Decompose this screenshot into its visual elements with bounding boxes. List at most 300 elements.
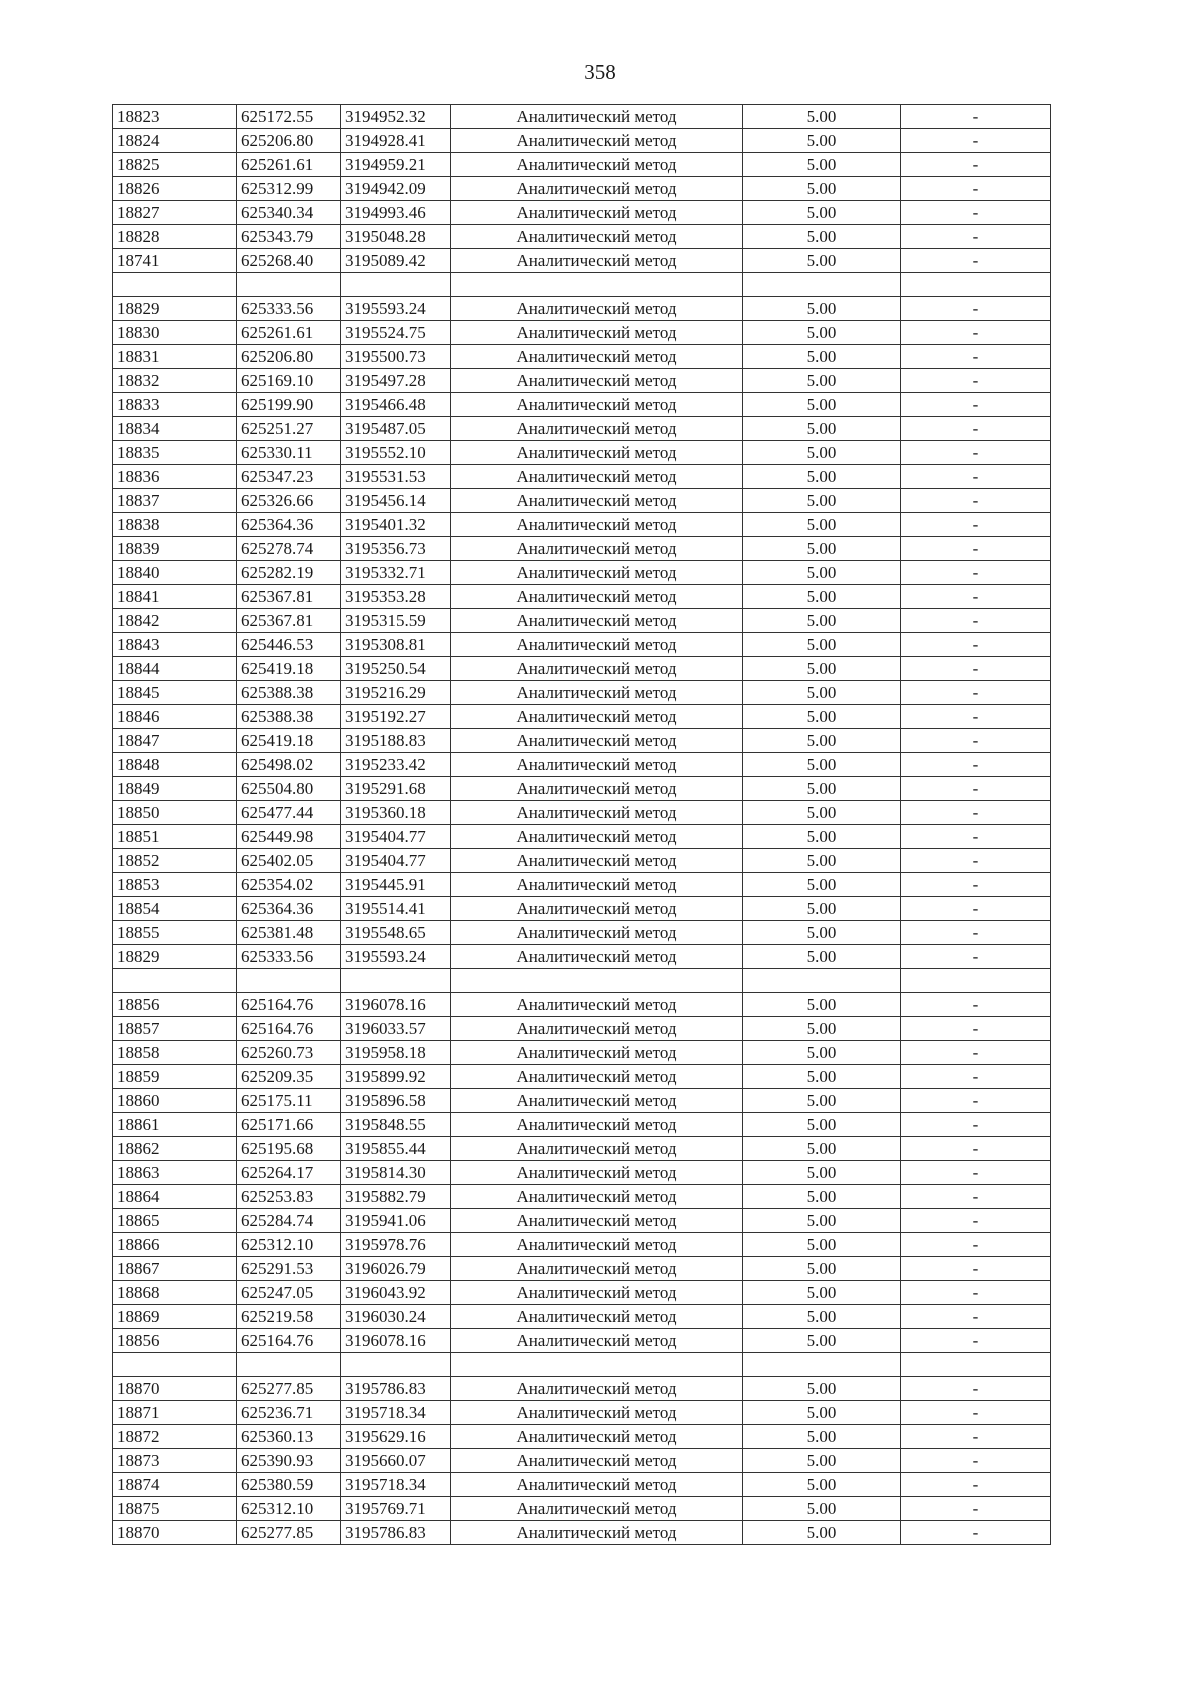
note-cell: - [901,609,1051,633]
x-coordinate-cell: 625340.34 [237,201,341,225]
y-coordinate-cell: 3195548.65 [341,921,451,945]
point-id-cell: 18832 [113,369,237,393]
method-cell: Аналитический метод [451,393,743,417]
note-cell: - [901,153,1051,177]
method-cell: Аналитический метод [451,489,743,513]
method-cell: Аналитический метод [451,1449,743,1473]
point-id-cell: 18867 [113,1257,237,1281]
error-cell: 5.00 [743,177,901,201]
method-cell: Аналитический метод [451,417,743,441]
table-row [113,1257,1051,1281]
error-cell: 5.00 [743,201,901,225]
point-id-cell: 18846 [113,705,237,729]
point-id-cell: 18854 [113,897,237,921]
note-cell: - [901,1113,1051,1137]
y-coordinate-cell: 3195048.28 [341,225,451,249]
table-row [113,1233,1051,1257]
table-row [113,657,1051,681]
error-cell: 5.00 [743,1185,901,1209]
method-cell: Аналитический метод [451,633,743,657]
y-coordinate-cell: 3195233.42 [341,753,451,777]
error-cell: 5.00 [743,753,901,777]
method-cell: Аналитический метод [451,249,743,273]
error-cell: 5.00 [743,1113,901,1137]
y-coordinate-cell: 3195456.14 [341,489,451,513]
x-coordinate-cell: 625206.80 [237,129,341,153]
method-cell: Аналитический метод [451,129,743,153]
method-cell: Аналитический метод [451,657,743,681]
point-id-cell [113,1353,237,1377]
method-cell: Аналитический метод [451,1473,743,1497]
error-cell: 5.00 [743,1425,901,1449]
x-coordinate-cell: 625388.38 [237,705,341,729]
error-cell: 5.00 [743,561,901,585]
y-coordinate-cell: 3194959.21 [341,153,451,177]
table-row [113,441,1051,465]
x-coordinate-cell: 625260.73 [237,1041,341,1065]
error-cell: 5.00 [743,1017,901,1041]
method-cell: Аналитический метод [451,945,743,969]
y-coordinate-cell: 3195332.71 [341,561,451,585]
error-cell: 5.00 [743,921,901,945]
point-id-cell: 18873 [113,1449,237,1473]
note-cell: - [901,1401,1051,1425]
method-cell: Аналитический метод [451,465,743,489]
error-cell: 5.00 [743,513,901,537]
x-coordinate-cell: 625419.18 [237,657,341,681]
y-coordinate-cell: 3196030.24 [341,1305,451,1329]
table-row [113,561,1051,585]
error-cell: 5.00 [743,681,901,705]
point-id-cell [113,273,237,297]
note-cell: - [901,321,1051,345]
note-cell: - [901,945,1051,969]
y-coordinate-cell: 3195188.83 [341,729,451,753]
note-cell: - [901,489,1051,513]
error-cell: 5.00 [743,993,901,1017]
table-row [113,585,1051,609]
error-cell: 5.00 [743,1521,901,1545]
y-coordinate-cell: 3195593.24 [341,297,451,321]
note-cell: - [901,297,1051,321]
x-coordinate-cell: 625367.81 [237,585,341,609]
error-cell: 5.00 [743,705,901,729]
method-cell: Аналитический метод [451,369,743,393]
note-cell: - [901,657,1051,681]
point-id-cell: 18831 [113,345,237,369]
note-cell: - [901,225,1051,249]
table-row [113,1521,1051,1545]
point-id-cell: 18829 [113,297,237,321]
x-coordinate-cell: 625291.53 [237,1257,341,1281]
y-coordinate-cell: 3195524.75 [341,321,451,345]
note-cell: - [901,1185,1051,1209]
error-cell: 5.00 [743,1329,901,1353]
x-coordinate-cell: 625381.48 [237,921,341,945]
method-cell [451,1353,743,1377]
x-coordinate-cell: 625333.56 [237,945,341,969]
point-id-cell: 18833 [113,393,237,417]
error-cell: 5.00 [743,465,901,489]
point-id-cell: 18853 [113,873,237,897]
error-cell: 5.00 [743,105,901,129]
y-coordinate-cell: 3195315.59 [341,609,451,633]
method-cell: Аналитический метод [451,825,743,849]
x-coordinate-cell [237,1353,341,1377]
error-cell: 5.00 [743,1305,901,1329]
error-cell: 5.00 [743,225,901,249]
point-id-cell: 18830 [113,321,237,345]
method-cell: Аналитический метод [451,105,743,129]
method-cell: Аналитический метод [451,1305,743,1329]
y-coordinate-cell [341,969,451,993]
table-row [113,1065,1051,1089]
point-id-cell: 18835 [113,441,237,465]
y-coordinate-cell: 3195718.34 [341,1473,451,1497]
point-id-cell: 18875 [113,1497,237,1521]
x-coordinate-cell: 625284.74 [237,1209,341,1233]
note-cell: - [901,753,1051,777]
x-coordinate-cell: 625199.90 [237,393,341,417]
point-id-cell: 18837 [113,489,237,513]
note-cell: - [901,1161,1051,1185]
x-coordinate-cell: 625268.40 [237,249,341,273]
table-row [113,273,1051,297]
table-row [113,393,1051,417]
y-coordinate-cell: 3196078.16 [341,1329,451,1353]
note-cell: - [901,1305,1051,1329]
error-cell: 5.00 [743,1473,901,1497]
method-cell: Аналитический метод [451,1113,743,1137]
note-cell: - [901,1473,1051,1497]
point-id-cell: 18842 [113,609,237,633]
note-cell: - [901,897,1051,921]
note-cell: - [901,129,1051,153]
table-row [113,921,1051,945]
x-coordinate-cell [237,969,341,993]
note-cell: - [901,561,1051,585]
method-cell: Аналитический метод [451,1041,743,1065]
error-cell: 5.00 [743,441,901,465]
x-coordinate-cell: 625277.85 [237,1377,341,1401]
method-cell: Аналитический метод [451,345,743,369]
x-coordinate-cell: 625195.68 [237,1137,341,1161]
coordinates-table [112,104,1051,1545]
y-coordinate-cell: 3195896.58 [341,1089,451,1113]
x-coordinate-cell: 625498.02 [237,753,341,777]
x-coordinate-cell: 625477.44 [237,801,341,825]
x-coordinate-cell: 625446.53 [237,633,341,657]
table-row [113,321,1051,345]
method-cell: Аналитический метод [451,225,743,249]
table-row [113,129,1051,153]
x-coordinate-cell: 625236.71 [237,1401,341,1425]
y-coordinate-cell: 3195089.42 [341,249,451,273]
method-cell: Аналитический метод [451,921,743,945]
error-cell: 5.00 [743,321,901,345]
method-cell: Аналитический метод [451,441,743,465]
table-row [113,153,1051,177]
point-id-cell: 18864 [113,1185,237,1209]
table-row [113,225,1051,249]
y-coordinate-cell: 3195718.34 [341,1401,451,1425]
error-cell: 5.00 [743,1065,901,1089]
table-row [113,345,1051,369]
table-row [113,1161,1051,1185]
point-id-cell: 18834 [113,417,237,441]
y-coordinate-cell: 3195360.18 [341,801,451,825]
error-cell: 5.00 [743,417,901,441]
note-cell: - [901,1065,1051,1089]
note-cell: - [901,777,1051,801]
x-coordinate-cell: 625251.27 [237,417,341,441]
x-coordinate-cell: 625261.61 [237,153,341,177]
method-cell: Аналитический метод [451,1425,743,1449]
error-cell: 5.00 [743,1257,901,1281]
table-row [113,417,1051,441]
point-id-cell: 18852 [113,849,237,873]
method-cell: Аналитический метод [451,681,743,705]
x-coordinate-cell: 625449.98 [237,825,341,849]
point-id-cell: 18869 [113,1305,237,1329]
table-row [113,201,1051,225]
method-cell [451,969,743,993]
point-id-cell: 18856 [113,1329,237,1353]
error-cell: 5.00 [743,297,901,321]
x-coordinate-cell: 625261.61 [237,321,341,345]
point-id-cell: 18874 [113,1473,237,1497]
note-cell: - [901,1209,1051,1233]
y-coordinate-cell: 3195216.29 [341,681,451,705]
error-cell: 5.00 [743,393,901,417]
table-row [113,993,1051,1017]
point-id-cell: 18871 [113,1401,237,1425]
note-cell: - [901,537,1051,561]
x-coordinate-cell: 625247.05 [237,1281,341,1305]
y-coordinate-cell: 3196033.57 [341,1017,451,1041]
note-cell: - [901,921,1051,945]
y-coordinate-cell: 3195978.76 [341,1233,451,1257]
y-coordinate-cell: 3195404.77 [341,825,451,849]
point-id-cell: 18848 [113,753,237,777]
note-cell: - [901,993,1051,1017]
x-coordinate-cell: 625175.11 [237,1089,341,1113]
method-cell: Аналитический метод [451,201,743,225]
y-coordinate-cell: 3195401.32 [341,513,451,537]
error-cell: 5.00 [743,657,901,681]
table-row [113,873,1051,897]
error-cell: 5.00 [743,537,901,561]
table-row [113,1401,1051,1425]
x-coordinate-cell: 625504.80 [237,777,341,801]
y-coordinate-cell: 3195593.24 [341,945,451,969]
point-id-cell: 18860 [113,1089,237,1113]
x-coordinate-cell [237,273,341,297]
point-id-cell: 18859 [113,1065,237,1089]
table-row [113,1473,1051,1497]
y-coordinate-cell: 3194942.09 [341,177,451,201]
error-cell: 5.00 [743,1233,901,1257]
y-coordinate-cell: 3195291.68 [341,777,451,801]
method-cell: Аналитический метод [451,561,743,585]
point-id-cell: 18839 [113,537,237,561]
x-coordinate-cell: 625278.74 [237,537,341,561]
table-row [113,849,1051,873]
x-coordinate-cell: 625164.76 [237,1017,341,1041]
method-cell: Аналитический метод [451,849,743,873]
table-row [113,609,1051,633]
point-id-cell: 18849 [113,777,237,801]
point-id-cell: 18838 [113,513,237,537]
note-cell: - [901,441,1051,465]
note-cell: - [901,177,1051,201]
table-row [113,1497,1051,1521]
note-cell: - [901,1089,1051,1113]
point-id-cell [113,969,237,993]
note-cell: - [901,1425,1051,1449]
point-id-cell: 18826 [113,177,237,201]
table-row [113,1329,1051,1353]
x-coordinate-cell: 625330.11 [237,441,341,465]
point-id-cell: 18836 [113,465,237,489]
point-id-cell: 18865 [113,1209,237,1233]
note-cell: - [901,1449,1051,1473]
table-row [113,753,1051,777]
error-cell [743,273,901,297]
note-cell: - [901,1377,1051,1401]
x-coordinate-cell: 625388.38 [237,681,341,705]
method-cell: Аналитический метод [451,777,743,801]
y-coordinate-cell: 3195958.18 [341,1041,451,1065]
error-cell: 5.00 [743,1497,901,1521]
point-id-cell: 18843 [113,633,237,657]
table-row [113,945,1051,969]
x-coordinate-cell: 625171.66 [237,1113,341,1137]
method-cell: Аналитический метод [451,1209,743,1233]
method-cell: Аналитический метод [451,897,743,921]
table-row [113,729,1051,753]
y-coordinate-cell: 3195500.73 [341,345,451,369]
y-coordinate-cell: 3195353.28 [341,585,451,609]
x-coordinate-cell: 625164.76 [237,1329,341,1353]
method-cell: Аналитический метод [451,729,743,753]
note-cell: - [901,1137,1051,1161]
y-coordinate-cell: 3194952.32 [341,105,451,129]
point-id-cell: 18863 [113,1161,237,1185]
x-coordinate-cell: 625206.80 [237,345,341,369]
note-cell: - [901,849,1051,873]
y-coordinate-cell: 3196043.92 [341,1281,451,1305]
note-cell: - [901,1521,1051,1545]
table-row [113,777,1051,801]
error-cell: 5.00 [743,825,901,849]
error-cell: 5.00 [743,489,901,513]
y-coordinate-cell: 3195552.10 [341,441,451,465]
table-row [113,105,1051,129]
table-row [113,1209,1051,1233]
table-row [113,1017,1051,1041]
note-cell [901,1353,1051,1377]
note-cell: - [901,393,1051,417]
method-cell: Аналитический метод [451,873,743,897]
table-row [113,1377,1051,1401]
x-coordinate-cell: 625282.19 [237,561,341,585]
y-coordinate-cell: 3195308.81 [341,633,451,657]
y-coordinate-cell: 3195466.48 [341,393,451,417]
method-cell: Аналитический метод [451,1377,743,1401]
method-cell: Аналитический метод [451,513,743,537]
error-cell: 5.00 [743,609,901,633]
table-row [113,1137,1051,1161]
error-cell: 5.00 [743,801,901,825]
note-cell: - [901,369,1051,393]
note-cell: - [901,345,1051,369]
table-row [113,297,1051,321]
point-id-cell: 18868 [113,1281,237,1305]
point-id-cell: 18841 [113,585,237,609]
error-cell: 5.00 [743,633,901,657]
point-id-cell: 18840 [113,561,237,585]
x-coordinate-cell: 625390.93 [237,1449,341,1473]
point-id-cell: 18870 [113,1521,237,1545]
note-cell: - [901,1233,1051,1257]
x-coordinate-cell: 625347.23 [237,465,341,489]
point-id-cell: 18857 [113,1017,237,1041]
method-cell: Аналитический метод [451,177,743,201]
point-id-cell: 18856 [113,993,237,1017]
point-id-cell: 18855 [113,921,237,945]
y-coordinate-cell: 3195786.83 [341,1521,451,1545]
method-cell: Аналитический метод [451,801,743,825]
error-cell: 5.00 [743,249,901,273]
note-cell: - [901,1329,1051,1353]
table-row [113,1185,1051,1209]
method-cell: Аналитический метод [451,1233,743,1257]
page-number: 358 [584,60,616,84]
table-body [113,105,1051,1545]
x-coordinate-cell: 625364.36 [237,897,341,921]
point-id-cell: 18866 [113,1233,237,1257]
note-cell: - [901,825,1051,849]
x-coordinate-cell: 625343.79 [237,225,341,249]
note-cell: - [901,873,1051,897]
x-coordinate-cell: 625219.58 [237,1305,341,1329]
note-cell: - [901,585,1051,609]
note-cell: - [901,513,1051,537]
note-cell: - [901,1497,1051,1521]
method-cell: Аналитический метод [451,297,743,321]
x-coordinate-cell: 625312.10 [237,1497,341,1521]
note-cell: - [901,201,1051,225]
note-cell: - [901,1281,1051,1305]
table-row [113,1305,1051,1329]
error-cell: 5.00 [743,1281,901,1305]
note-cell: - [901,1041,1051,1065]
error-cell: 5.00 [743,129,901,153]
method-cell: Аналитический метод [451,1185,743,1209]
point-id-cell: 18844 [113,657,237,681]
x-coordinate-cell: 625172.55 [237,105,341,129]
y-coordinate-cell: 3195404.77 [341,849,451,873]
method-cell: Аналитический метод [451,1281,743,1305]
table-row [113,801,1051,825]
note-cell: - [901,465,1051,489]
method-cell: Аналитический метод [451,1401,743,1425]
table-row [113,537,1051,561]
point-id-cell: 18872 [113,1425,237,1449]
method-cell: Аналитический метод [451,609,743,633]
error-cell: 5.00 [743,777,901,801]
